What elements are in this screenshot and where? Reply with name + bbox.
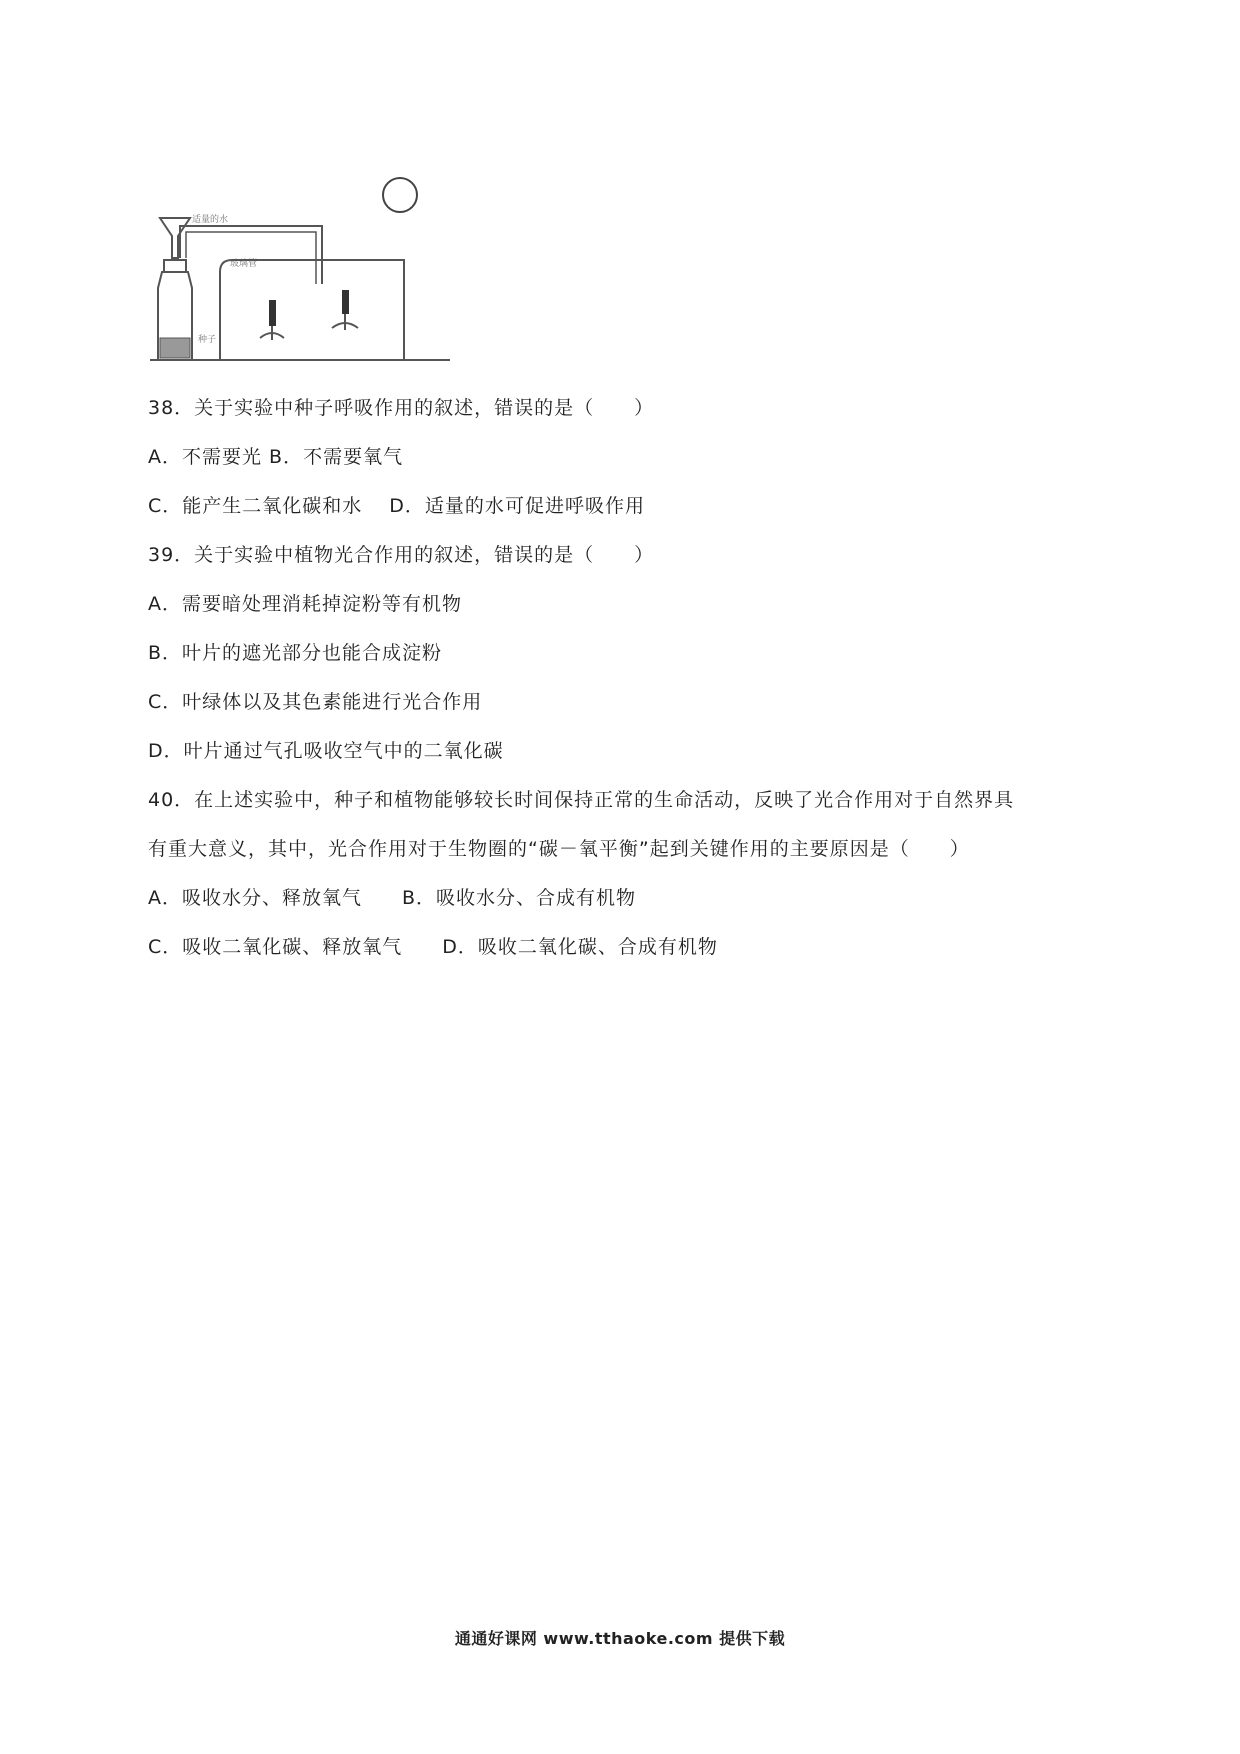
q39-stem: 39．关于实验中植物光合作用的叙述，错误的是（ ） — [148, 544, 655, 566]
experiment-figure — [150, 160, 450, 365]
plant-chamber — [150, 260, 450, 360]
q39-option-a: A．需要暗处理消耗掉淀粉等有机物 — [148, 593, 462, 615]
seed-bottle — [158, 260, 192, 360]
page-footer: 通通好课网 www.tthaoke.com 提供下载 — [454, 1629, 786, 1648]
tube-label: 玻璃管 — [230, 259, 258, 269]
q38-stem: 38．关于实验中种子呼吸作用的叙述，错误的是（ ） — [148, 397, 655, 419]
q39-option-b: B．叶片的遮光部分也能合成淀粉 — [148, 642, 443, 664]
plant-left-icon — [260, 300, 284, 340]
q39-option-c: C．叶绿体以及其色素能进行光合作用 — [148, 691, 483, 713]
q38-options-ab: A．不需要光 B．不需要氧气 — [148, 446, 404, 468]
q40-stem-line1: 40．在上述实验中，种子和植物能够较长时间保持正常的生命活动，反映了光合作用对于自然界具 — [148, 789, 1015, 811]
sun-icon — [383, 178, 417, 212]
plant-right-icon — [332, 290, 358, 330]
seed-label: 种子 — [198, 335, 217, 345]
q40-options-ab: A．吸收水分、释放氧气 B．吸收水分、合成有机物 — [148, 887, 637, 909]
experiment-diagram — [150, 160, 450, 365]
questions — [148, 384, 1108, 972]
q40-stem-line2: 有重大意义，其中，光合作用对于生物圈的“碳－氧平衡”起到关键作用的主要原因是（ ） — [148, 838, 970, 860]
glass-tube — [180, 226, 322, 284]
q40-options-cd: C．吸收二氧化碳、释放氧气 D．吸收二氧化碳、合成有机物 — [148, 936, 718, 958]
q38-options-cd: C．能产生二氧化碳和水 D．适量的水可促进呼吸作用 — [148, 495, 645, 517]
funnel-label: 适量的水 — [192, 215, 229, 225]
q39-option-d: D．叶片通过气孔吸收空气中的二氧化碳 — [148, 740, 504, 762]
